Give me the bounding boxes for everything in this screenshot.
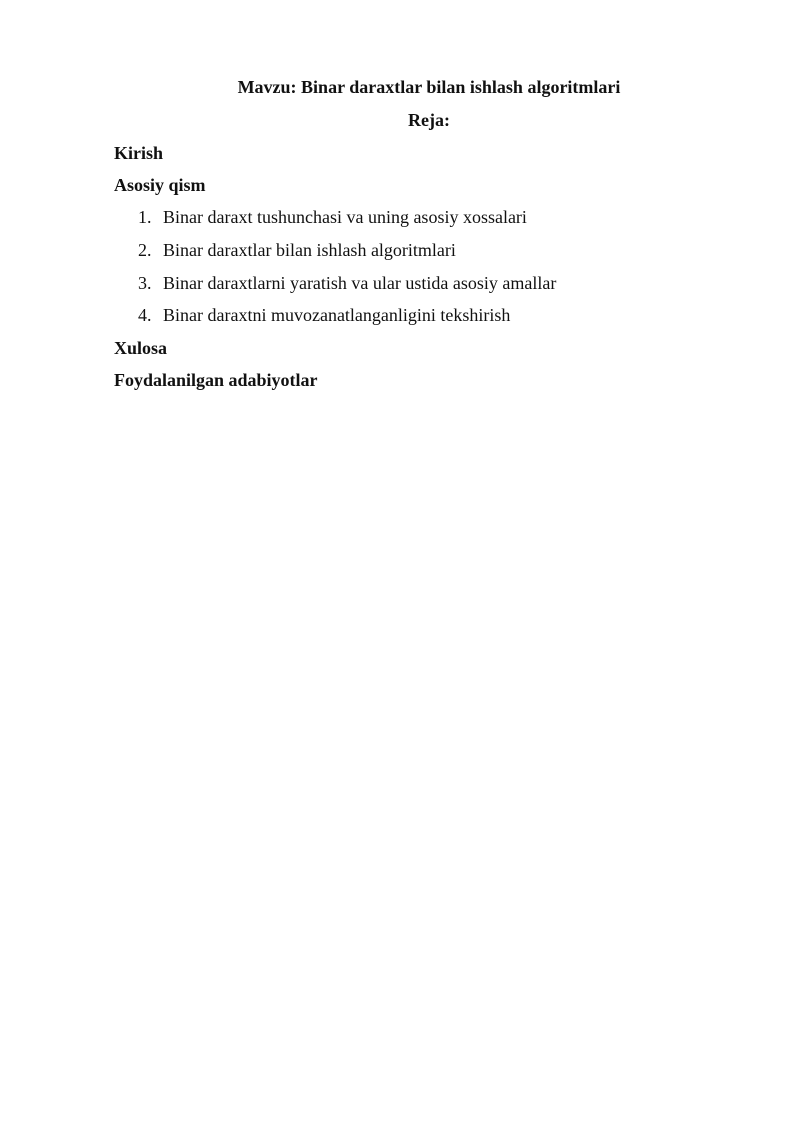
list-item-number: 3. xyxy=(138,273,152,293)
list-item-text: Binar daraxt tushunchasi va uning asosiy xossalari xyxy=(163,207,527,227)
section-heading-main: Asosiy qism xyxy=(114,175,206,195)
list-item-number: 2. xyxy=(138,240,152,260)
list-item-number: 4. xyxy=(138,305,152,325)
list-item xyxy=(138,238,456,262)
list-item-text: Binar daraxtlarni yaratish va ular ustida asosiy amallar xyxy=(163,273,557,293)
document-title: Mavzu: Binar daraxtlar bilan ishlash algoritmlari xyxy=(237,77,621,97)
document-subtitle: Reja: xyxy=(408,110,450,130)
section-heading-references: Foydalanilgan adabiyotlar xyxy=(114,370,318,390)
section-heading-conclusion: Xulosa xyxy=(114,338,168,358)
list-item xyxy=(138,271,556,295)
section-heading-intro: Kirish xyxy=(114,143,164,163)
list-item-text: Binar daraxtni muvozanatlanganligini tekshirish xyxy=(163,305,511,325)
list-item-number: 1. xyxy=(138,207,152,227)
list-item-text: Binar daraxtlar bilan ishlash algoritmlari xyxy=(163,240,456,260)
list-item xyxy=(138,205,527,229)
list-item xyxy=(138,303,510,327)
